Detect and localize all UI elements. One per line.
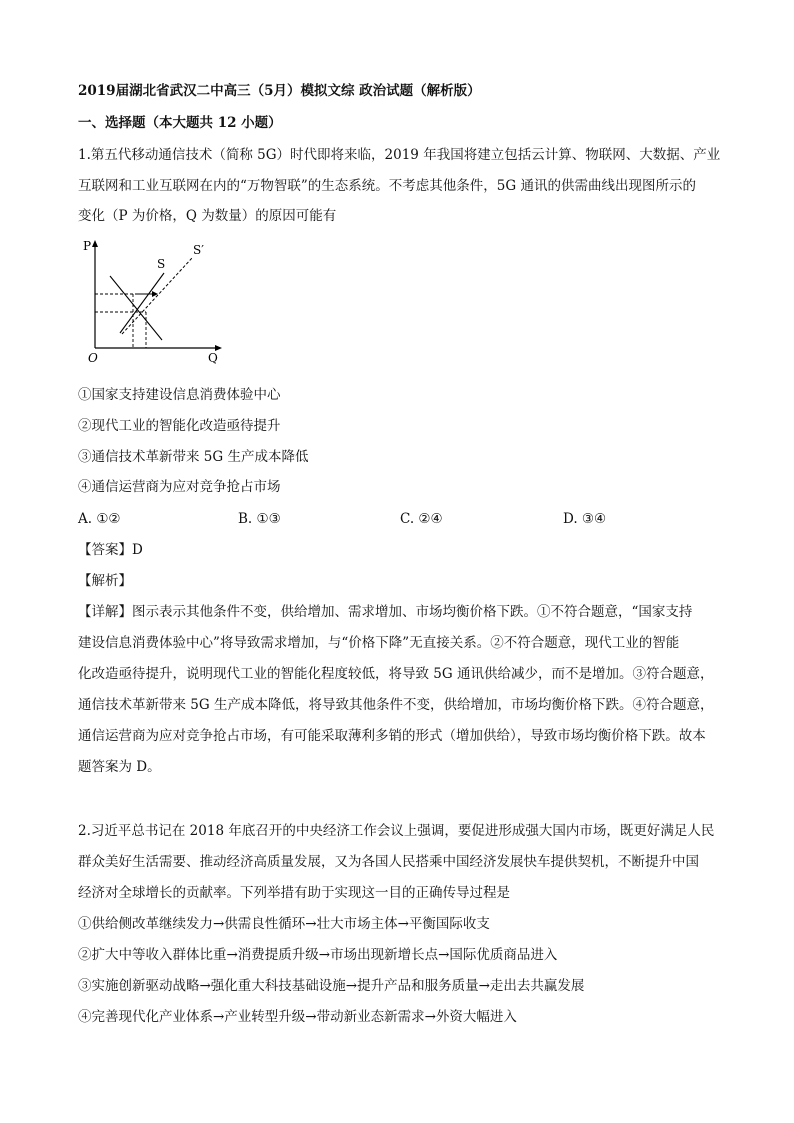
q1-option-b: B. ①③ — [238, 511, 281, 527]
q1-analysis-line-3: 化改造亟待提升，说明现代工业的智能化程度较低，将导致 5G 通讯供给减少，而不是增加。③符合题意， — [78, 666, 714, 682]
x-axis-label: Q — [208, 351, 218, 365]
q2-item-4: ④完善现代化产业体系→产业转型升级→带动新业态新需求→外资大幅进入 — [78, 1009, 517, 1025]
y-axis-arrow — [92, 240, 98, 247]
q1-option-a: A. ①② — [78, 511, 121, 527]
q1-item-2: ②现代工业的智能化改造亟待提升 — [78, 418, 281, 434]
supply-curve-s-prime-label: S′ — [193, 243, 204, 257]
y-axis-label: P — [83, 239, 92, 253]
q1-analysis-line-1: 【详解】图示表示其他条件不变，供给增加、需求增加、市场均衡价格下跌。①不符合题意，“国家支持 — [78, 604, 693, 620]
q1-item-4: ④通信运营商为应对竞争抢占市场 — [78, 479, 281, 495]
q2-stem-line-3: 经济对全球增长的贡献率。下列举措有助于实现这一目的正确传导过程是 — [78, 885, 510, 901]
q1-stem-line-1: 1.第五代移动通信技术（简称 5G）时代即将来临，2019 年我国将建立包括云计算、物联网、大数据、产业 — [78, 147, 721, 163]
supply-curve-s — [120, 273, 164, 333]
q2-stem-line-1: 2.习近平总书记在 2018 年底召开的中央经济工作会议上强调，要促进形成强大国内市场，既更好满足人民 — [78, 823, 715, 839]
q1-option-d: D. ③④ — [563, 511, 607, 527]
q1-option-c: C. ②④ — [400, 511, 443, 527]
page-title: 2019届湖北省武汉二中高三（5月）模拟文综 政治试题（解析版） — [78, 83, 481, 99]
q1-stem-line-2: 互联网和工业互联网在内的“万物智联”的生态系统。不考虑其他条件，5G 通讯的供需曲线出现图所示的 — [78, 178, 696, 194]
q1-answer: 【答案】D — [78, 542, 143, 558]
q1-item-3: ③通信技术革新带来 5G 生产成本降低 — [78, 449, 309, 465]
supply-demand-figure — [80, 238, 240, 368]
q2-item-1: ①供给侧改革继续发力→供需良性循环→壮大市场主体→平衡国际收支 — [78, 916, 490, 932]
q1-stem-line-3: 变化（P 为价格，Q 为数量）的原因可能有 — [78, 208, 337, 224]
q1-item-1: ①国家支持建设信息消费体验中心 — [78, 387, 281, 403]
q1-analysis-line-5: 通信运营商为应对竞争抢占市场，有可能采取薄利多销的形式（增加供给），导致市场均衡价格下跌。故本 — [78, 728, 706, 744]
q1-analysis-line-4: 通信技术革新带来 5G 生产成本降低，将导致其他条件不变，供给增加，市场均衡价格下跌。④符合题意， — [78, 697, 714, 713]
q2-item-2: ②扩大中等收入群体比重→消费提质升级→市场出现新增长点→国际优质商品进入 — [78, 947, 558, 963]
section-heading: 一、选择题（本大题共 12 小题） — [78, 115, 282, 131]
q1-analysis-label: 【解析】 — [78, 573, 132, 589]
q1-analysis-line-2: 建设信息消费体验中心”将导致需求增加，与“价格下降”无直接关系。②不符合题意，现代工业的智能 — [78, 635, 680, 651]
q2-item-3: ③实施创新驱动战略→强化重大科技基础设施→提升产品和服务质量→走出去共赢发展 — [78, 978, 585, 994]
supply-curve-s-label: S — [157, 257, 166, 271]
q2-stem-line-2: 群众美好生活需要、推动经济高质量发展，又为各国人民搭乘中国经济发展快车提供契机，不断提升中国 — [78, 854, 699, 870]
origin-label: O — [88, 351, 98, 365]
q1-analysis-line-6: 题答案为 D。 — [78, 759, 161, 775]
